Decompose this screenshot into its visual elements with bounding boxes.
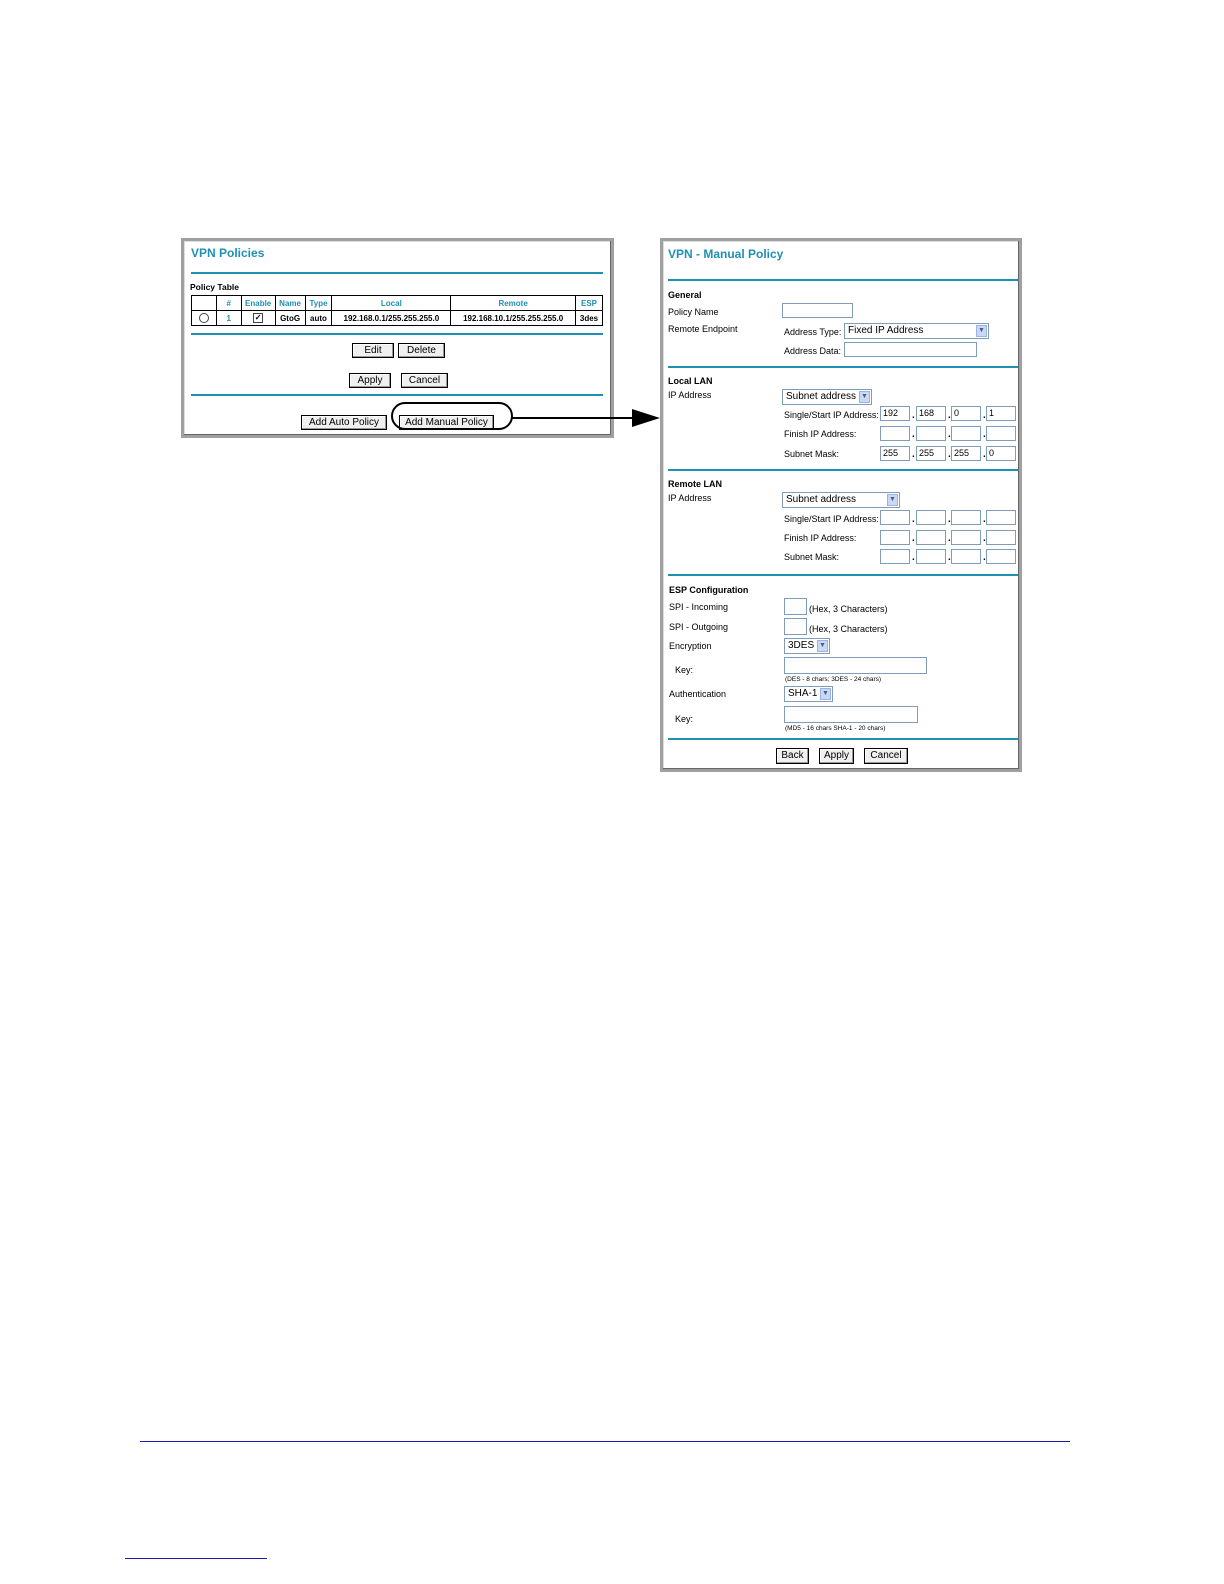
spi-outgoing-label: SPI - Outgoing (669, 622, 729, 632)
divider (191, 272, 603, 274)
local-start-ip-label: Single/Start IP Address: (784, 410, 879, 420)
column-header (192, 296, 217, 311)
local-start-octet-2[interactable]: 168 (916, 406, 946, 421)
local-finish-ip-label: Finish IP Address: (784, 429, 857, 439)
remote-finish-octet-1[interactable] (880, 530, 910, 545)
spi-outgoing-hint: (Hex, 3 Characters) (809, 624, 888, 634)
encryption-value: 3DES (788, 640, 815, 651)
spi-incoming-hint: (Hex, 3 Characters) (809, 604, 888, 614)
address-type-value: Fixed IP Address (848, 325, 924, 336)
edit-button[interactable]: Edit (352, 343, 394, 358)
encryption-key-hint: (DES - 8 chars; 3DES - 24 chars) (785, 676, 882, 683)
local-ip-type-select[interactable] (782, 389, 872, 405)
dot-separator: . (912, 429, 915, 440)
encryption-select[interactable] (784, 638, 830, 654)
authentication-key-hint: (MD5 - 16 chars SHA-1 - 20 chars) (785, 725, 886, 732)
address-data-label: Address Data: (784, 346, 842, 356)
dot-separator: . (983, 514, 986, 525)
chevron-down-icon: ▼ (817, 640, 828, 652)
row-number: 1 (216, 311, 241, 326)
local-mask-octet-1[interactable]: 255 (880, 446, 910, 461)
local-start-octet-4[interactable]: 1 (986, 406, 1016, 421)
vpn-policies-title: VPN Policies (191, 246, 265, 260)
local-finish-octet-2[interactable] (916, 426, 946, 441)
cancel-button[interactable]: Cancel (864, 748, 908, 764)
chevron-down-icon: ▼ (859, 391, 870, 403)
dot-separator: . (948, 449, 951, 460)
remote-finish-ip-label: Finish IP Address: (784, 533, 857, 543)
dot-separator: . (912, 533, 915, 544)
delete-button[interactable]: Delete (398, 343, 445, 358)
add-auto-policy-button[interactable]: Add Auto Policy (301, 415, 387, 430)
local-start-octet-1[interactable]: 192 (880, 406, 910, 421)
local-lan-heading: Local LAN (668, 376, 713, 386)
row-remote: 192.168.10.1/255.255.255.0 (451, 311, 576, 326)
remote-start-octet-4[interactable] (986, 510, 1016, 525)
cancel-button[interactable]: Cancel (401, 373, 448, 388)
remote-finish-octet-4[interactable] (986, 530, 1016, 545)
remote-mask-octet-2[interactable] (916, 549, 946, 564)
address-type-label: Address Type: (784, 327, 842, 337)
authentication-select[interactable] (784, 686, 833, 702)
column-header: Type (305, 296, 332, 311)
divider (191, 333, 603, 335)
table-header-row (192, 296, 603, 311)
dot-separator: . (912, 552, 915, 563)
chevron-down-icon: ▼ (887, 494, 898, 506)
footer-rule (140, 1441, 1070, 1442)
dot-separator: . (912, 514, 915, 525)
divider (668, 574, 1018, 576)
enable-checkbox[interactable]: ✓ (241, 311, 275, 326)
local-mask-octet-3[interactable]: 255 (951, 446, 981, 461)
dot-separator: . (948, 410, 951, 421)
dot-separator: . (912, 410, 915, 421)
dot-separator: . (948, 514, 951, 525)
table-row[interactable] (192, 311, 603, 326)
chevron-down-icon: ▼ (820, 688, 831, 700)
column-header: ESP (576, 296, 603, 311)
remote-mask-octet-3[interactable] (951, 549, 981, 564)
footer-link-rule (125, 1558, 267, 1559)
manual-policy-screenshot (660, 238, 1022, 772)
chevron-down-icon: ▼ (976, 325, 987, 337)
row-type: auto (305, 311, 332, 326)
remote-finish-octet-2[interactable] (916, 530, 946, 545)
remote-endpoint-label: Remote Endpoint (668, 324, 738, 334)
row-esp: 3des (576, 311, 603, 326)
policy-table-label: Policy Table (190, 282, 239, 292)
remote-start-octet-3[interactable] (951, 510, 981, 525)
authentication-key-label: Key: (675, 714, 694, 724)
divider (668, 738, 1018, 740)
local-finish-octet-3[interactable] (951, 426, 981, 441)
column-header: # (216, 296, 241, 311)
apply-button[interactable]: Apply (819, 748, 854, 764)
divider (668, 279, 1018, 281)
address-type-select[interactable] (844, 323, 989, 339)
remote-subnet-mask-label: Subnet Mask: (784, 552, 840, 562)
dot-separator: . (948, 552, 951, 563)
general-heading: General (668, 290, 702, 300)
local-subnet-mask-label: Subnet Mask: (784, 449, 840, 459)
local-mask-octet-4[interactable]: 0 (986, 446, 1016, 461)
authentication-label: Authentication (669, 689, 727, 699)
local-finish-octet-1[interactable] (880, 426, 910, 441)
add-manual-policy-button[interactable]: Add Manual Policy (399, 415, 494, 430)
remote-mask-octet-1[interactable] (880, 549, 910, 564)
back-button[interactable]: Back (776, 748, 809, 764)
dot-separator: . (983, 429, 986, 440)
manual-policy-title: VPN - Manual Policy (668, 247, 784, 261)
remote-lan-heading: Remote LAN (668, 479, 723, 489)
policy-table (191, 295, 603, 326)
remote-start-ip-label: Single/Start IP Address: (784, 514, 879, 524)
authentication-key-input[interactable] (784, 706, 918, 723)
divider (668, 469, 1018, 471)
row-select-radio[interactable] (192, 311, 217, 326)
column-header: Enable (241, 296, 275, 311)
encryption-key-input[interactable] (784, 657, 927, 674)
local-ip-type-value: Subnet address (786, 391, 857, 402)
spi-incoming-input[interactable] (784, 598, 807, 615)
divider (191, 394, 603, 396)
local-finish-octet-4[interactable] (986, 426, 1016, 441)
row-name: GtoG (275, 311, 305, 326)
esp-heading: ESP Configuration (669, 585, 749, 595)
remote-ip-type-select[interactable] (782, 492, 900, 508)
row-local: 192.168.0.1/255.255.255.0 (332, 311, 451, 326)
authentication-value: SHA-1 (788, 688, 818, 699)
policy-name-label: Policy Name (668, 307, 719, 317)
address-data-input[interactable] (844, 342, 977, 357)
dot-separator: . (948, 533, 951, 544)
callout-oval (391, 402, 513, 430)
column-header: Name (275, 296, 305, 311)
callout-arrow-icon (512, 405, 662, 429)
remote-mask-octet-4[interactable] (986, 549, 1016, 564)
dot-separator: . (983, 533, 986, 544)
divider (668, 366, 1018, 368)
local-mask-octet-2[interactable]: 255 (916, 446, 946, 461)
remote-finish-octet-3[interactable] (951, 530, 981, 545)
local-start-octet-3[interactable]: 0 (951, 406, 981, 421)
remote-start-octet-1[interactable] (880, 510, 910, 525)
column-header: Local (332, 296, 451, 311)
dot-separator: . (912, 449, 915, 460)
dot-separator: . (948, 429, 951, 440)
apply-button[interactable]: Apply (349, 373, 391, 388)
remote-ip-address-label: IP Address (668, 493, 712, 503)
spi-incoming-label: SPI - Incoming (669, 602, 729, 612)
encryption-label: Encryption (669, 641, 712, 651)
remote-start-octet-2[interactable] (916, 510, 946, 525)
encryption-key-label: Key: (675, 665, 694, 675)
dot-separator: . (983, 552, 986, 563)
spi-outgoing-input[interactable] (784, 618, 807, 635)
dot-separator: . (983, 449, 986, 460)
local-ip-address-label: IP Address (668, 390, 712, 400)
remote-ip-type-value: Subnet address (786, 494, 857, 505)
dot-separator: . (983, 410, 986, 421)
column-header: Remote (451, 296, 576, 311)
policy-name-input[interactable] (782, 303, 853, 318)
